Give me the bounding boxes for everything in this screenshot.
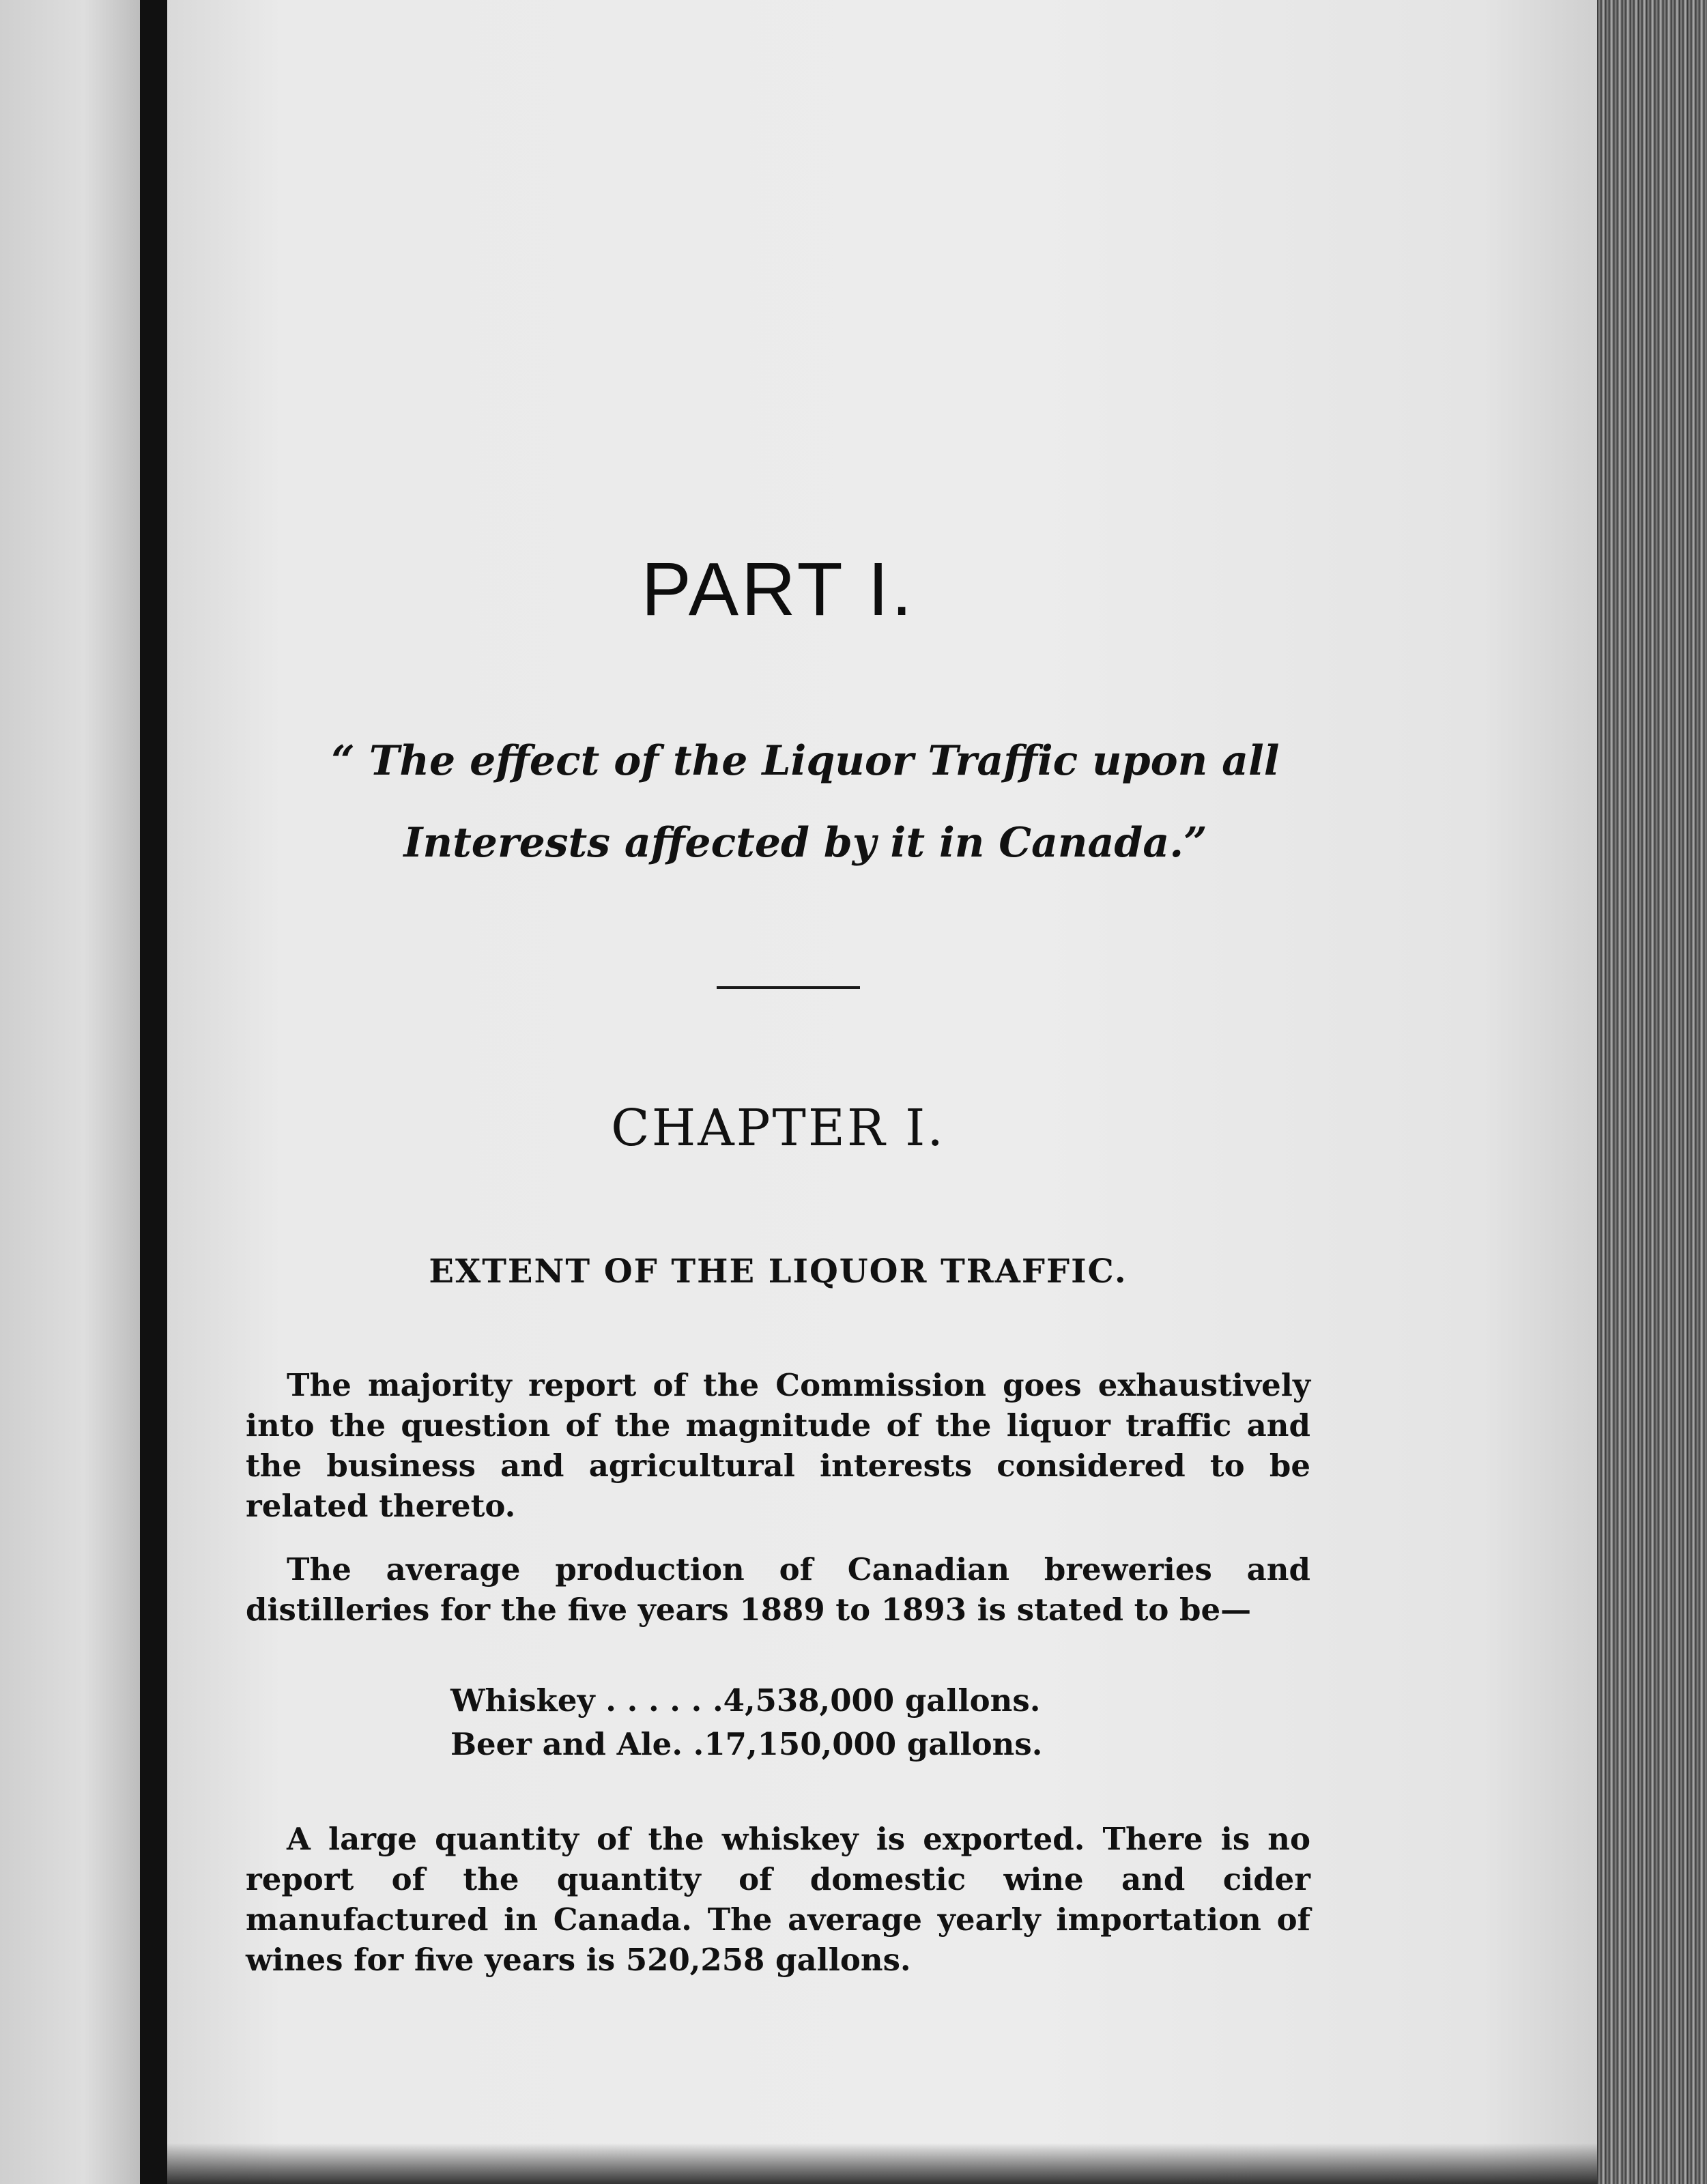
production-row-whiskey bbox=[450, 1679, 1201, 1723]
paragraph-majority-report: The majority report of the Commission goes exhaustively into the question of the magnitude of the liquor traffic and the business and agricultural interests considered to be related thereto. bbox=[246, 1367, 1310, 1524]
production-value: 17,150,000 gallons. bbox=[704, 1726, 1043, 1762]
paragraph-whiskey-exported: A large quantity of the whiskey is exported. There is no report of the quantity of domestic wine and cider manufactured in Canada. The average yearly importation of wines for five years is 520,258 gallons. bbox=[246, 1821, 1310, 1978]
chapter-title: CHAPTER I. bbox=[611, 1099, 945, 1158]
leader-dots: . . bbox=[672, 1726, 704, 1762]
book-spine bbox=[140, 0, 167, 2184]
bottom-shadow bbox=[167, 2143, 1597, 2184]
production-value: 4,538,000 gallons. bbox=[723, 1682, 1041, 1719]
production-row-beer-and-ale bbox=[450, 1723, 1201, 1766]
part-title: PART I. bbox=[641, 547, 915, 631]
epigraph: “ The effect of the Liquor Traffic upon all Interests affected by it in Canada.” bbox=[331, 737, 1280, 867]
divider-rule bbox=[717, 986, 860, 989]
leader-dots: . . . . . . bbox=[594, 1682, 723, 1719]
paragraph-average-production: The average production of Canadian breweries and distilleries for the five years 1889 to 1893 is stated to be— bbox=[246, 1551, 1310, 1628]
section-title: EXTENT OF THE LIQUOR TRAFFIC. bbox=[429, 1252, 1128, 1291]
facing-page-edge bbox=[0, 0, 140, 2184]
production-label: Whiskey bbox=[450, 1682, 595, 1719]
production-list bbox=[450, 1679, 1201, 1766]
production-label: Beer and Ale bbox=[450, 1726, 672, 1762]
page-edges bbox=[1597, 0, 1707, 2184]
